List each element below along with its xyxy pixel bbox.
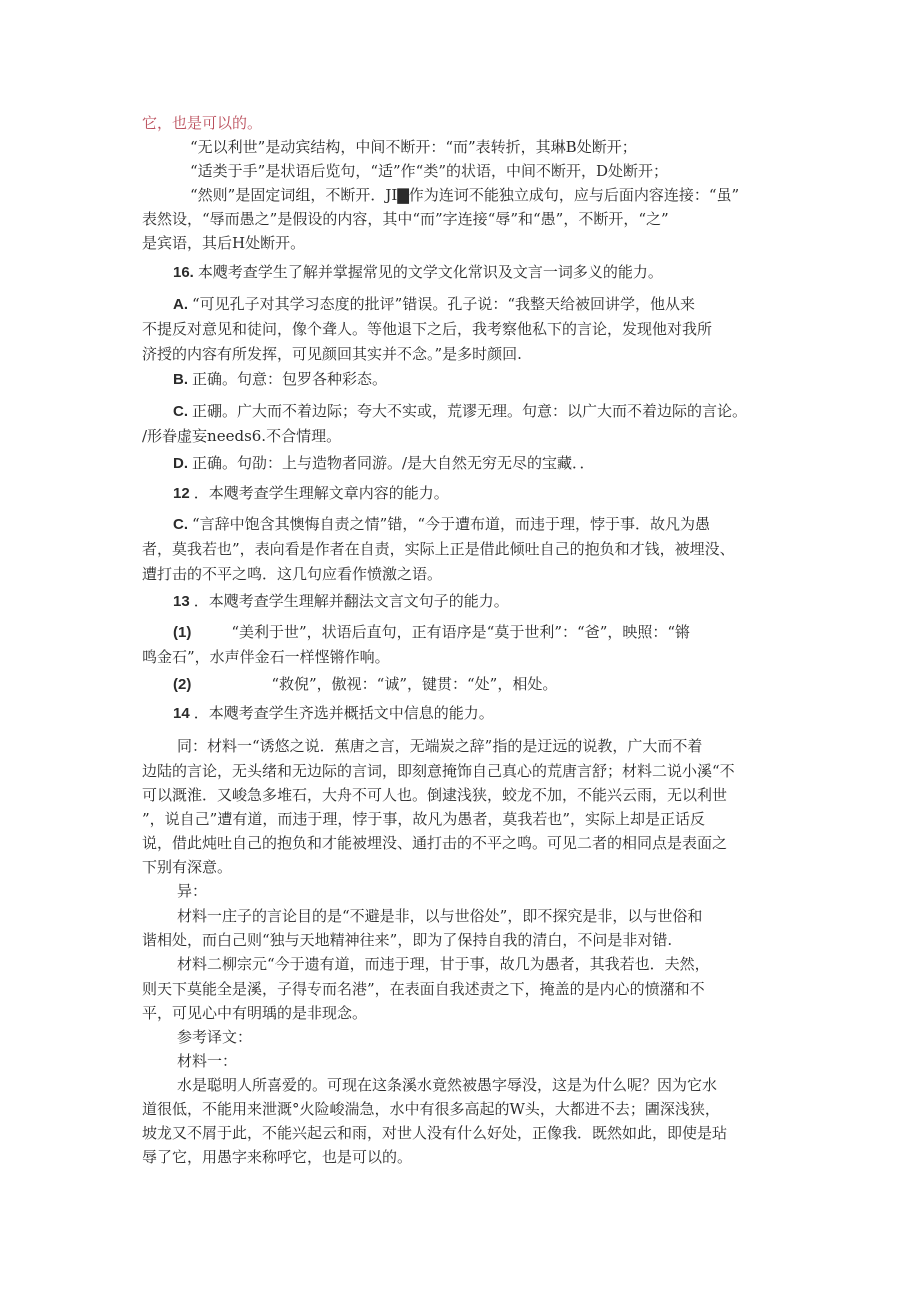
option-line: B. 正确。句意：包罗各种彩态。 <box>173 370 388 388</box>
text-line: 道很低，不能用来泄溉°火险峻湍急，水中有很多高起的W头，大都进不去；圕深浅狭， <box>142 1100 720 1118</box>
text-line: “无以利世”是动宾结构，中间不断开：“而”表转折，其琳B处断开； <box>190 138 637 156</box>
text-line: 遭打击的不平之鸣．这几句应看作愤激之语。 <box>142 565 443 583</box>
text-line: 异： <box>177 882 208 900</box>
question-line: 13 ．本飕考查学生理解并翻法文言文句子的能力。 <box>173 592 509 610</box>
text-line: 济授的内容有所发挥，可见颜回其实并不念。”是多时颜回. <box>142 345 522 363</box>
text-line: 材料二柳宗元“今于遗有道，而违于理，甘于事，故几为愚者，其我若也．夫然， <box>177 955 710 973</box>
option-line: D. 正确。句劭：上与造物者同游。/是大自然无穷无尽的宝藏．． <box>173 454 595 472</box>
text-line: 辱了它，用愚字来称呼它，也是可以的。 <box>142 1148 413 1166</box>
option-line: A. “可见孔子对其学习态度的批评”错误。孔子说：“我整天给被回讲学，他从来 <box>173 295 696 313</box>
text-line: 同：材料一“诱悠之说．蕉唐之言，无端炭之辞”指的是迂远的说教，广大而不着 <box>177 737 703 755</box>
item-line: (1) “美利于世”，状语后直句，正有语序是“莫于世利”：“爸”，映照：“锵 <box>173 623 691 641</box>
text-line: 材料一庄子的言论目的是“不避是非，以与世俗处”，即不探究是非，以与世俗和 <box>177 907 703 925</box>
text-line: “然则”是固定词组，不断开．JI▇作为连诃不能独立成句，应与后面内容连接：“虽” <box>190 186 740 204</box>
item-line: (2) “救倪”，傲视：“诚”，键贯：“处”，相处。 <box>173 675 558 693</box>
text-line: 可以溉淮．又峻急多堆石，大舟不可人也。倒逮浅狭，蛟龙不加，不能兴云雨，无以利世 <box>142 786 728 804</box>
option-line: C. “言辞中饱含其懊悔自责之情”错，“今于遭布道，而违于理，悖于事．故凡为愚 <box>173 515 711 533</box>
question-line: 14 ．本飕考查学生齐选并概括文中信息的能力。 <box>173 704 494 722</box>
text-line: 是宾语，其后H处断开。 <box>142 234 306 252</box>
text-line: 边陆的言论，无头绪和无边际的言词，即刻意掩饰自己真心的荒唐言舒；材料二说小溪“不 <box>142 762 735 780</box>
text-line: 谐相处，而白己则“独与天地精神往来”，即为了保持自我的清白，不问是非对错. <box>142 931 673 949</box>
text-line: 不提反对意见和徒问，像个聋人。等他退下之后，我考察他私下的言论，发现他对我所 <box>142 320 713 338</box>
text-line: 平，可见心中有明瑀的是非现念。 <box>142 1004 368 1022</box>
text-line: 它，也是可以的。 <box>142 114 263 132</box>
question-line: 16. 本飕考查学生了解并掌握常见的文学文化常识及文言一词多义的能力。 <box>173 263 663 281</box>
text-line: 参考译文： <box>177 1028 253 1046</box>
question-line: 12 ．本飕考查学生理解文章内容的能力。 <box>173 484 449 502</box>
text-line: 说，借此炖吐自己的抱负和才能被埋没、通打击的不平之鸣。可见二者的相同点是表面之 <box>142 834 728 852</box>
option-line: C. 正硼。广大而不着边际；夸大不实或，荒谬无理。句意：以广大而不着边际的言论。 <box>173 402 748 420</box>
text-line: 材料一： <box>177 1052 238 1070</box>
text-line: 鸣金石”，水声伴金石一样悭锵作响。 <box>142 648 390 666</box>
text-line: /形眷虚妄needs6.不合情理。 <box>142 427 342 445</box>
text-line: 坡龙又不屑于此，不能兴起云和雨，对世人没有什么好处，正像我．既然如此，即使是玷 <box>142 1124 728 1142</box>
text-line: 水是聪明人所喜爱的。可现在这条溪水竟然被愚字辱没，这是为什么呢？因为它水 <box>177 1076 718 1094</box>
text-line: “适类于手”是状语后览句，“适”作“类”的状语，中间不断开，D处断开； <box>190 162 669 180</box>
text-line: ”，说自己”遭有道，而违于理，悖于事，故凡为愚者，莫我若也”，实际上却是正话反 <box>142 810 706 828</box>
text-line: 表然设，“辱而愚之”是假设的内容，其中“而”字连接“辱”和“愚”，不断开，“之” <box>142 210 669 228</box>
text-line: 则天下莫能全是溪，子得专而名港”，在表面自我述责之下，掩盖的是内心的愤潴和不 <box>142 980 705 998</box>
text-line: 下别有深意。 <box>142 858 233 876</box>
text-line: 者，莫我若也”，表向看是作者在自责，实际上正是借此倾吐自己的抱负和才钱，被埋没、 <box>142 540 735 558</box>
